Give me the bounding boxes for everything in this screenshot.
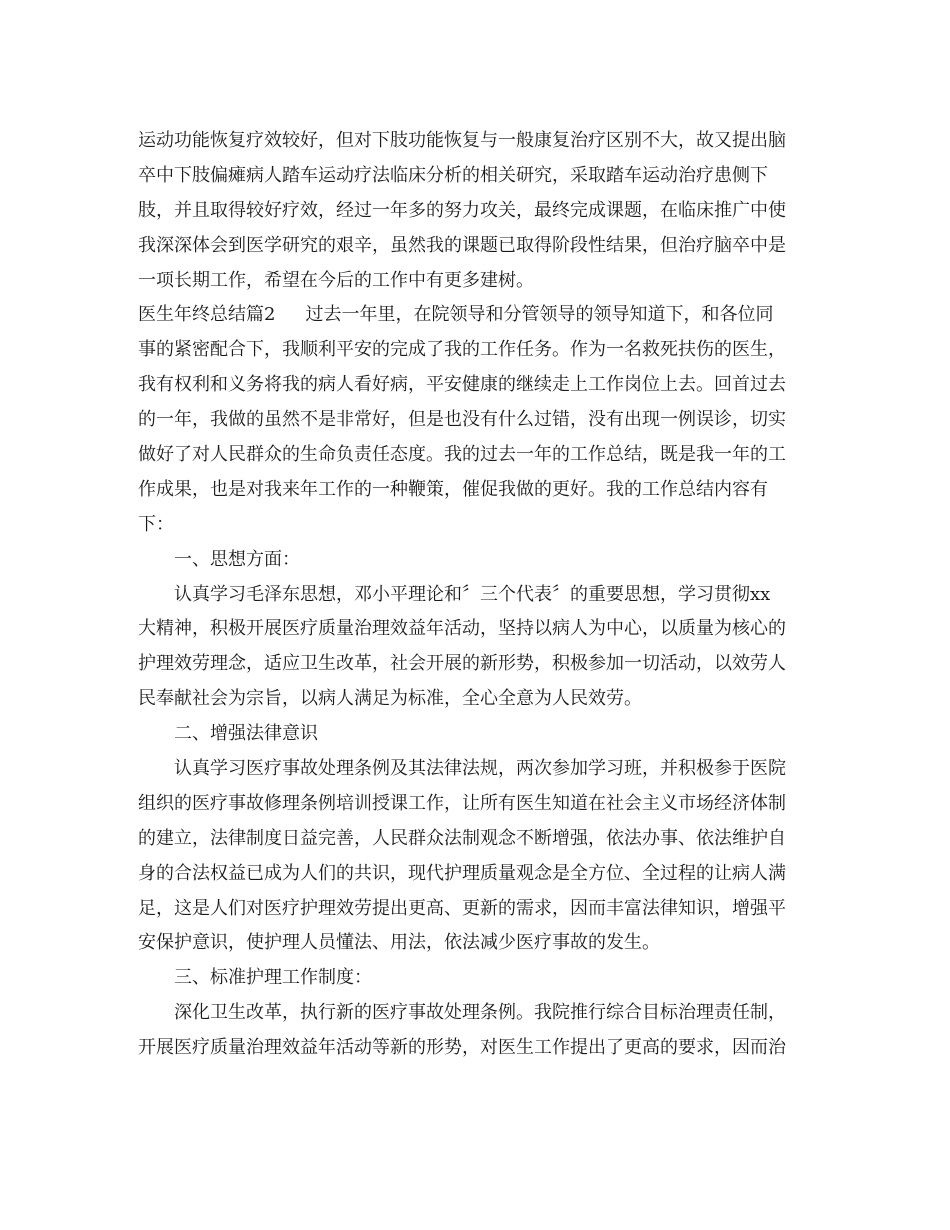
document-body [138,124,828,1066]
body-line: 开展医疗质量治理效益年活动等新的形势，对医生工作提出了更高的要求，因而治 [138,1037,786,1059]
section-heading: 一、思想方面： [138,548,300,570]
body-line: 做好了对人民群众的生命负责任态度。我的过去一年的工作总结，既是我一年的工 [138,444,786,466]
body-line: 民奉献社会为宗旨，以病人满足为标准，全心全意为人民效劳。 [138,688,642,710]
heading-line [138,298,828,333]
body-line: 运动功能恢复疗效较好，但对下肢功能恢复与一般康复治疗区别不大，故又提出脑 [138,130,786,151]
body-line: 作成果，也是对我来年工作的一种鞭策，催促我做的更好。我的工作总结内容有 [138,478,768,500]
body-line: 事的紧密配合下，我顺利平安的完成了我的工作任务。作为一名救死扶伤的医生， [138,339,786,361]
body-line: 肢，并且取得较好疗效，经过一年多的努力攻关，最终完成课题，在临床推广中使 [138,199,786,221]
section-heading: 三、标准护理工作制度： [138,967,372,989]
section-intro-text: 过去一年里，在院领导和分管领导的领导知道下，和各位同 [305,304,774,326]
body-line: 我有权利和义务将我的病人看好病，平安健康的继续走上工作岗位上去。回首过去 [138,374,786,396]
body-line: 身的合法权益已成为人们的共识，现代护理质量观念是全方位、全过程的让病人满 [138,862,786,884]
section-heading: 二、增强法律意识 [138,723,318,745]
body-line: 组织的医疗事故修理条例培训授课工作，让所有医生知道在社会主义市场经济体制 [138,792,786,814]
body-line: 足，这是人们对医疗护理效劳提出更高、更新的需求，因而丰富法律知识，增强平 [138,897,786,919]
body-line: 深化卫生改革，执行新的医疗事故处理条例。我院推行综合目标治理责任制， [138,1002,786,1024]
body-line: 大精神，积极开展医疗质量治理效益年活动，坚持以病人为中心，以质量为核心的 [138,618,786,640]
body-line: 认真学习毛泽东思想，邓小平理论和〞三个代表〞的重要思想，学习贯彻xx [138,583,771,605]
body-line: 卒中下肢偏瘫病人踏车运动疗法临床分析的相关研究，采取踏车运动治疗患侧下 [138,164,768,186]
body-line: 认真学习医疗事故处理条例及其法律法规，两次参加学习班，并积极参于医院 [138,758,786,780]
body-line: 安保护意识，使护理人员懂法、用法，依法减少医疗事故的发生。 [138,932,660,954]
body-line: 护理效劳理念，适应卫生改革，社会开展的新形势，积极参加一切活动，以效劳人 [138,653,786,675]
body-line: 下： [138,513,174,535]
section-title: 医生年终总结篇2 [138,304,276,326]
body-line: 一项长期工作，希望在今后的工作中有更多建树。 [138,269,534,291]
body-line: 的建立，法律制度日益完善，人民群众法制观念不断增强，依法办事、依法维护自 [138,827,786,849]
body-line: 我深深体会到医学研究的艰辛，虽然我的课题已取得阶段性结果，但治疗脑卒中是 [138,234,786,256]
body-line: 的一年，我做的虽然不是非常好，但是也没有什么过错，没有出现一例误诊，切实 [138,409,786,431]
